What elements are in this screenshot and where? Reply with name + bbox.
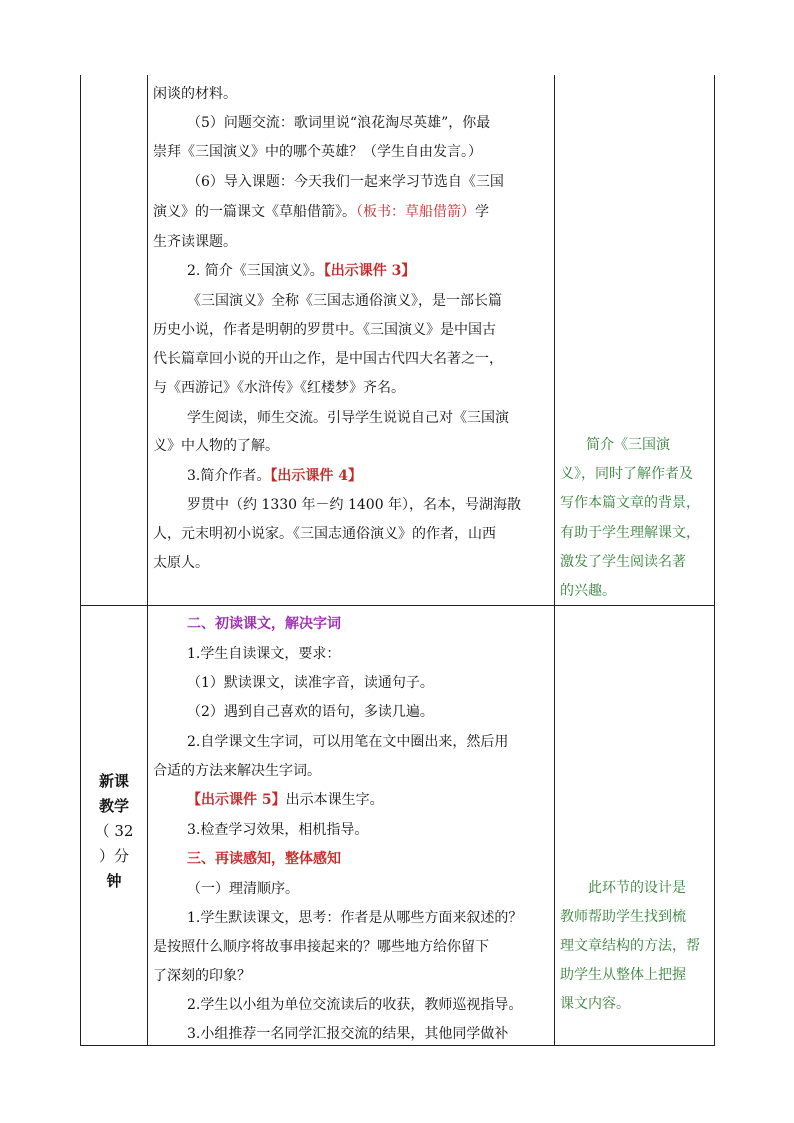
text-line: 与《西游记》《水浒传》《红楼梦》齐名。 <box>153 380 405 396</box>
courseware-tag: 【出示课件 3】 <box>323 263 416 279</box>
note-line: 理文章结构的方法，帮 <box>560 938 700 954</box>
text-line: 义》中人物的了解。 <box>153 438 279 454</box>
text-line: 3.小组推荐一名同学汇报交流的结果，其他同学做补 <box>187 1026 509 1042</box>
label-line: 教学 <box>98 797 129 815</box>
text-line: 2.自学课文生字词，可以用笔在文中圈出来，然后用 <box>187 734 509 750</box>
column-divider-1 <box>147 75 148 1045</box>
courseware-tag: 【出示课件 5】 <box>187 792 286 808</box>
text-line: 2.学生以小组为单位交流读后的收获，教师巡视指导。 <box>187 997 523 1013</box>
text-segment: 3.简介作者。 <box>187 468 271 484</box>
note-line: 助学生从整体上把握 <box>560 967 686 983</box>
section-heading: 二、初读课文，解决字词 <box>187 616 341 632</box>
lesson-table <box>80 75 715 1046</box>
text-line: 生齐读课题。 <box>153 234 237 250</box>
text-line: 代长篇章回小说的开山之作，是中国古代四大名著之一， <box>153 351 503 367</box>
text-line: 《三国演义》全称《三国志通俗演义》，是一部长篇 <box>187 293 502 309</box>
note-line: 的兴趣。 <box>560 583 616 599</box>
note-line: 义》，同时了解作者及 <box>560 466 693 482</box>
text-line: 罗贯中（约 1330 年－约 1400 年），名本，号湖海散 <box>187 497 522 513</box>
text-line: 学生阅读，师生交流。引导学生说说自己对《三国演 <box>187 410 509 426</box>
note-line: 课文内容。 <box>560 996 630 1012</box>
text-line: 历史小说，作者是明朝的罗贯中。《三国演义》是中国古 <box>153 322 496 338</box>
label-line: 钟 <box>106 872 122 890</box>
text-line <box>187 785 384 815</box>
text-line <box>187 461 362 491</box>
text-line: 是按照什么顺序将故事串接起来的？哪些地方给你留下 <box>153 939 489 955</box>
courseware-tag: 【出示课件 4】 <box>270 468 362 484</box>
text-line: 崇拜《三国演义》中的哪个英雄？（学生自由发言。） <box>153 144 482 160</box>
board-note: （板书：草船借箭） <box>356 204 475 220</box>
text-segment: 演义》的一篇课文《草船借箭》。 <box>153 204 356 220</box>
label-line: 新课 <box>98 772 129 790</box>
text-line: 了深刻的印象？ <box>153 968 251 984</box>
text-line: 闲谈的材料。 <box>153 86 237 102</box>
note-line: 激发了学生阅读名著 <box>560 554 686 570</box>
text-line: （一）理清顺序。 <box>187 881 299 897</box>
note-line: 有助于学生理解课文， <box>560 525 700 541</box>
text-line <box>187 256 415 286</box>
column-divider-2 <box>554 75 555 1045</box>
label-line: （ 32 <box>94 822 134 840</box>
note-line: 写作本篇文章的背景， <box>560 495 700 511</box>
note-line: 此环节的设计是 <box>588 880 686 896</box>
text-segment: 出示本课生字。 <box>285 792 384 808</box>
text-line: 太原人。 <box>153 555 209 571</box>
label-line: ）分 <box>98 847 129 865</box>
note-line: 简介《三国演 <box>586 437 670 453</box>
text-line: 1.学生默读课文，思考：作者是从哪些方面来叙述的？ <box>187 910 523 926</box>
text-segment: 学 <box>475 204 489 220</box>
text-line: 合适的方法来解决生字词。 <box>153 763 321 779</box>
section-heading: 三、再读感知，整体感知 <box>187 851 341 867</box>
text-line: 人，元末明初小说家。《三国志通俗演义》的作者，山西 <box>153 526 496 542</box>
text-segment: 2. 简介《三国演义》。 <box>187 263 324 279</box>
text-line: （6）导入课题：今天我们一起来学习节选自《三国 <box>187 174 504 190</box>
text-line: 1.学生自读课文，要求： <box>187 646 341 662</box>
row-divider <box>81 605 714 606</box>
note-line: 教师帮助学生找到梳 <box>560 909 686 925</box>
text-line <box>153 197 489 227</box>
text-line: 3.检查学习效果，相机指导。 <box>187 822 369 838</box>
text-line: （5）问题交流：歌词里说“浪花淘尽英雄”，你最 <box>187 115 491 131</box>
section-label <box>81 769 147 894</box>
text-line: （1）默读课文，读准字音，读通句子。 <box>187 675 434 691</box>
text-line: （2）遇到自己喜欢的语句，多读几遍。 <box>187 704 434 720</box>
